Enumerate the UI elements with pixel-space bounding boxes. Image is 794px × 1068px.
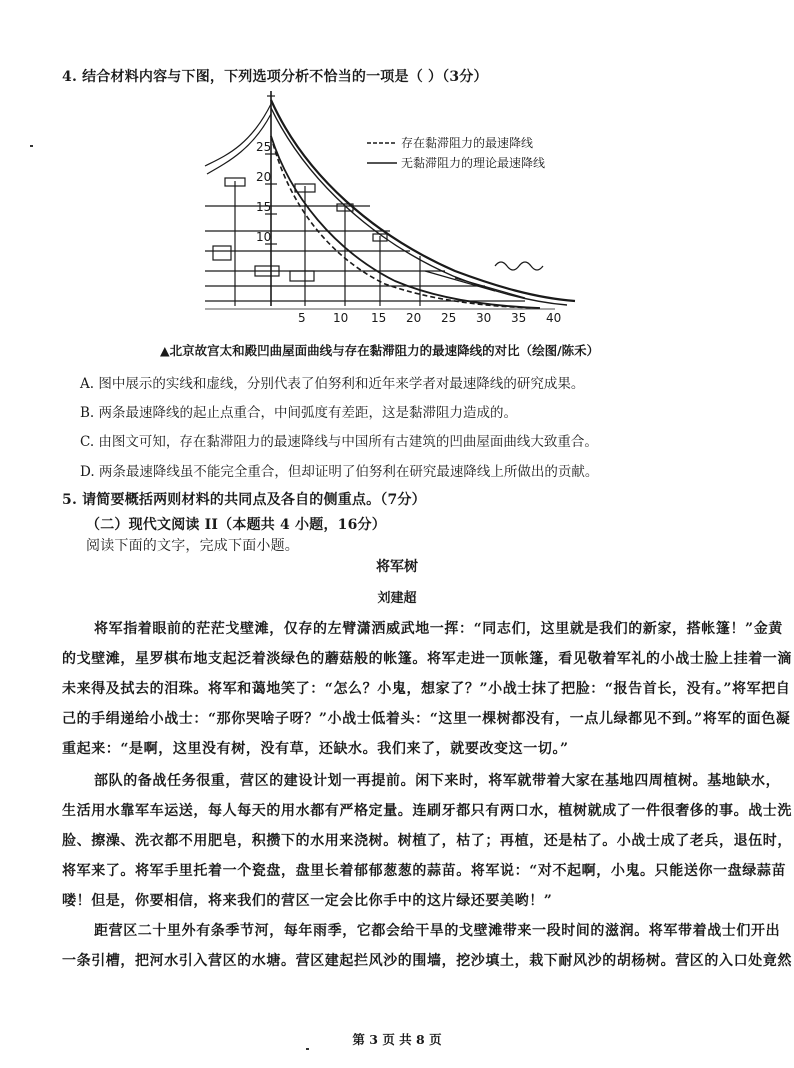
x-tick-5: 5 (298, 311, 306, 325)
y-tick-15: 15 (256, 200, 272, 214)
x-tick-20: 20 (406, 311, 422, 325)
left-roof-curve (205, 104, 271, 166)
x-tick-40: 40 (546, 311, 562, 325)
option-a: A. 图中展示的实线和虚线，分别代表了伯努利和近年来学者对最速降线的研究成果。 (80, 376, 585, 392)
article-line: 将军指着眼前的茫茫戈壁滩，仅存的左臂潇洒威武地一挥：“同志们，这里就是我们的新家，搭帐篷！”金黄 (94, 621, 783, 637)
question-4: 4. 结合材料内容与下图，下列选项分析不恰当的一项是（ ）（3分） (62, 69, 488, 85)
figure-caption: ▲北京故宫太和殿凹曲屋面曲线与存在黏滞阻力的最速降线的对比（绘图/陈禾） (160, 343, 600, 358)
legend-dashed-label: 存在黏滞阻力的最速降线 (401, 136, 534, 150)
article-line: 部队的备战任务很重，营区的建设计划一再提前。闲下来时，将军就带着大家在基地四周植树。基地缺水， (94, 773, 781, 789)
article-line: 距营区二十里外有条季节河，每年雨季，它都会给干旱的戈壁滩带来一段时间的滋润。将军带着战士们开出 (94, 923, 781, 939)
eave-ornament (495, 262, 543, 270)
x-tick-35: 35 (511, 311, 527, 325)
bracket-7 (213, 246, 231, 260)
article-title: 将军树 (376, 559, 418, 575)
article-line: 将军来了。将军手里托着一个瓷盘，盘里长着郁郁葱葱的蒜苗。将军说：“对不起啊，小鬼。只能送你一盘绿蒜苗 (62, 863, 787, 879)
option-b: B. 两条最速降线的起止点重合，中间弧度有差距，这是黏滞阻力造成的。 (80, 405, 518, 421)
article-line: 一条引槽，把河水引入营区的水塘。营区建起拦风沙的围墙，挖沙填土，栽下耐风沙的胡杨树。营区的入口处竟然 (62, 953, 792, 969)
x-tick-10: 10 (333, 311, 349, 325)
x-tick-30: 30 (476, 311, 492, 325)
roof-curve-figure (195, 86, 590, 331)
option-c: C. 由图文可知，存在黏滞阻力的最速降线与中国所有古建筑的凹曲屋面曲线大致重合。 (80, 434, 598, 450)
section-heading: （二）现代文阅读 II（本题共 4 小题，16分） (86, 517, 386, 533)
x-tick-25: 25 (441, 311, 457, 325)
article-line: 的戈壁滩，星罗棋布地支起泛着淡绿色的蘑菇般的帐篷。将军走进一顶帐篷，看见敬着军礼的小战士脸上挂着一滴 (62, 651, 792, 667)
article-line: 生活用水靠军车运送，每人每天的用水都有严格定量。连刷牙都只有两口水，植树就成了一件很奢侈的事。战士洗 (62, 803, 792, 819)
rafter-2 (455, 278, 525, 298)
page-footer: 第 3 页 共 8 页 (352, 1032, 442, 1047)
scan-speck (30, 145, 33, 147)
section-instruction: 阅读下面的文字，完成下面小题。 (86, 538, 299, 554)
article-line: 未来得及拭去的泪珠。将军和蔼地笑了：“怎么？小鬼，想家了？”小战士抹了把脸：“报告首长，没有。”将军把自 (62, 681, 791, 697)
scan-speck (306, 1048, 309, 1050)
x-tick-15: 15 (371, 311, 387, 325)
legend-solid-label: 无黏滞阻力的理论最速降线 (401, 156, 546, 170)
article-line: 喽！但是，你要相信，将来我们的营区一定会比你手中的这片绿还要美哟！” (62, 893, 553, 909)
y-tick-10: 10 (256, 230, 272, 244)
article-line: 脸、擦澡、洗衣都不用肥皂，积攒下的水用来浇树。树植了，枯了；再植，还是枯了。小战士成了老兵，退伍时， (62, 833, 792, 849)
y-tick-25: 25 (256, 140, 272, 154)
question-5: 5. 请简要概括两则材料的共同点及各自的侧重点。（7分） (62, 492, 426, 508)
article-line: 重起来：“是啊，这里没有树，没有草，还缺水。我们来了，就要改变这一切。” (62, 741, 569, 757)
option-d: D. 两条最速降线虽不能完全重合，但却证明了伯努利在研究最速降线上所做出的贡献。 (80, 464, 599, 480)
article-line: 己的手绢递给小战士：“那你哭啥子呀？”小战士低着头：“这里一棵树都没有，一点儿绿都见不到。”将军的面色凝 (62, 711, 791, 727)
article-author: 刘建超 (377, 591, 417, 606)
y-tick-20: 20 (256, 170, 272, 184)
bracket-6 (290, 271, 314, 281)
